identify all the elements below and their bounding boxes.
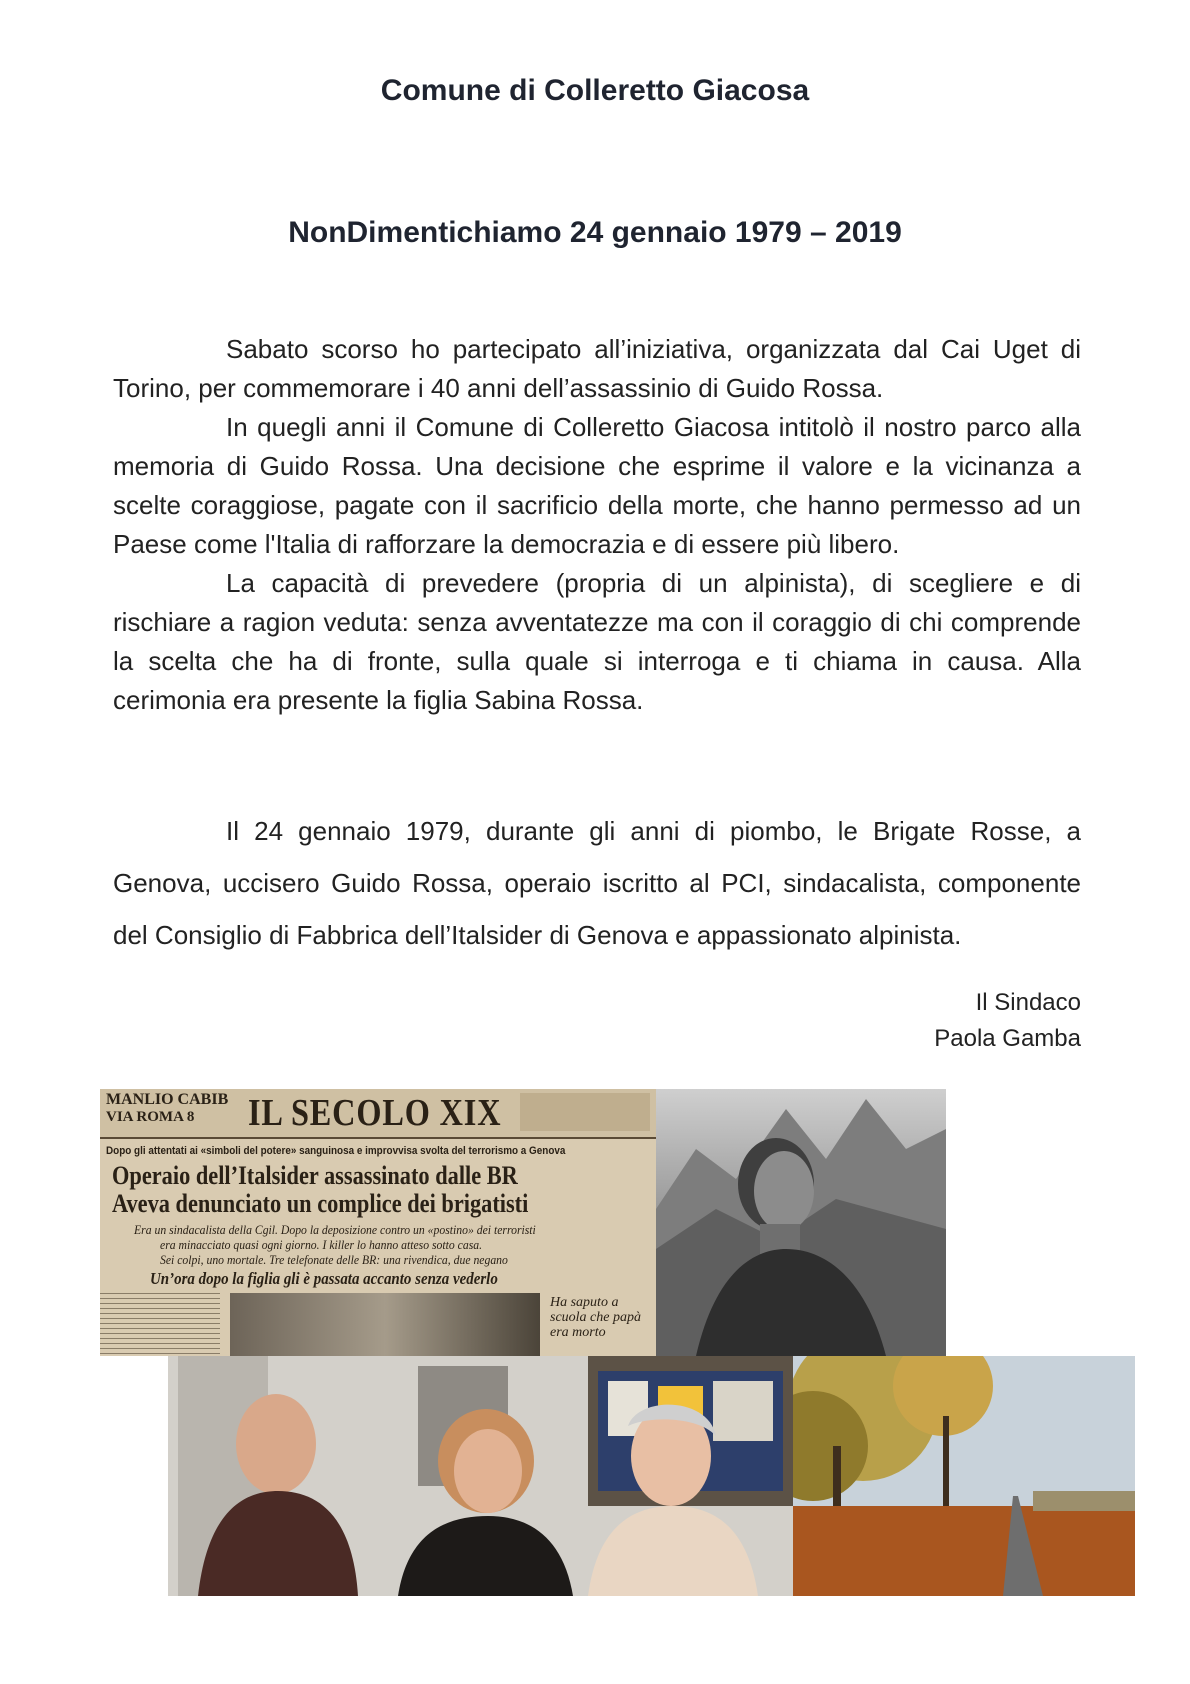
newspaper-kicker: Dopo gli attentati ai «simboli del potere» sanguinosa e improvvisa svolta del terrorismo a Genova	[106, 1145, 566, 1157]
intro-text	[113, 330, 1081, 720]
climber-portrait-drawing	[656, 1089, 946, 1356]
history-text	[113, 805, 1081, 961]
signature	[934, 985, 1081, 1057]
newspaper-deck-2: era minacciato quasi ogni giorno. I killer lo hanno atteso sotto casa.	[160, 1237, 483, 1252]
newspaper-clipping-image	[100, 1089, 656, 1356]
newspaper-advertiser: MANLIO CABIB	[106, 1091, 229, 1108]
newspaper-advertiser-address: VIA ROMA 8	[106, 1109, 195, 1125]
paragraph: La capacità di prevedere (propria di un alpinista), di scegliere e di rischiare a ragion veduta: senza avventatezze ma con il coraggio di chi comprende la scelta che ha di fronte, sulla quale si interroga e ti chiama in causa. Alla cerimonia era presente la figlia Sabina Rossa.	[113, 568, 1081, 715]
climber-portrait-image	[656, 1089, 946, 1356]
newspaper-masthead: IL SECOLO XIX	[248, 1092, 502, 1134]
paragraph: Sabato scorso ho partecipato all’iniziativa, organizzata dal Cai Uget di Torino, per commemorare i 40 anni dell’assassinio di Guido Rossa.	[113, 334, 1081, 403]
group-photo-image	[168, 1356, 793, 1596]
organization-heading: Comune di Colleretto Giacosa	[380, 74, 810, 107]
park-photo-image	[793, 1356, 1135, 1596]
newspaper-subhead: Un’ora dopo la figlia gli è passata accanto senza vederlo	[150, 1269, 498, 1288]
signature-role: Il Sindaco	[975, 989, 1081, 1016]
paragraph: In quegli anni il Comune di Colleretto Giacosa intitolò il nostro parco alla memoria di Guido Rossa. Una decisione che esprime il valore e la vicinanza a scelte coraggiose, pagate con il sacrificio della morte, che hanno permesso ad un Paese come l'Italia di rafforzare la democrazia e di essere più libero.	[113, 412, 1081, 559]
newspaper-headline-1: Operaio dell’Italsider assassinato dalle BR	[112, 1161, 518, 1190]
newspaper-deck-3: Sei colpi, uno mortale. Tre telefonate delle BR: una rivendica, due negano	[160, 1252, 508, 1267]
page-title: NonDimentichiamo 24 gennaio 1979 – 2019	[288, 216, 902, 249]
paragraph: Il 24 gennaio 1979, durante gli anni di piombo, le Brigate Rosse, a Genova, uccisero Guido Rossa, operaio iscritto al PCI, sindacalista, componente del Consiglio di Fabbrica dell’Italsider di Genova e appassionato alpinista.	[113, 816, 1081, 950]
signature-name: Paola Gamba	[934, 1025, 1081, 1052]
park-photo-drawing	[793, 1356, 1135, 1596]
newspaper-headline-2: Aveva denunciato un complice dei brigatisti	[112, 1189, 529, 1218]
newspaper-side-caption: Ha saputo a scuola che papà era morto	[550, 1295, 641, 1340]
group-photo-drawing	[168, 1356, 793, 1596]
newspaper-deck-1: Era un sindacalista della Cgil. Dopo la deposizione contro un «postino» dei terroristi	[134, 1222, 536, 1237]
